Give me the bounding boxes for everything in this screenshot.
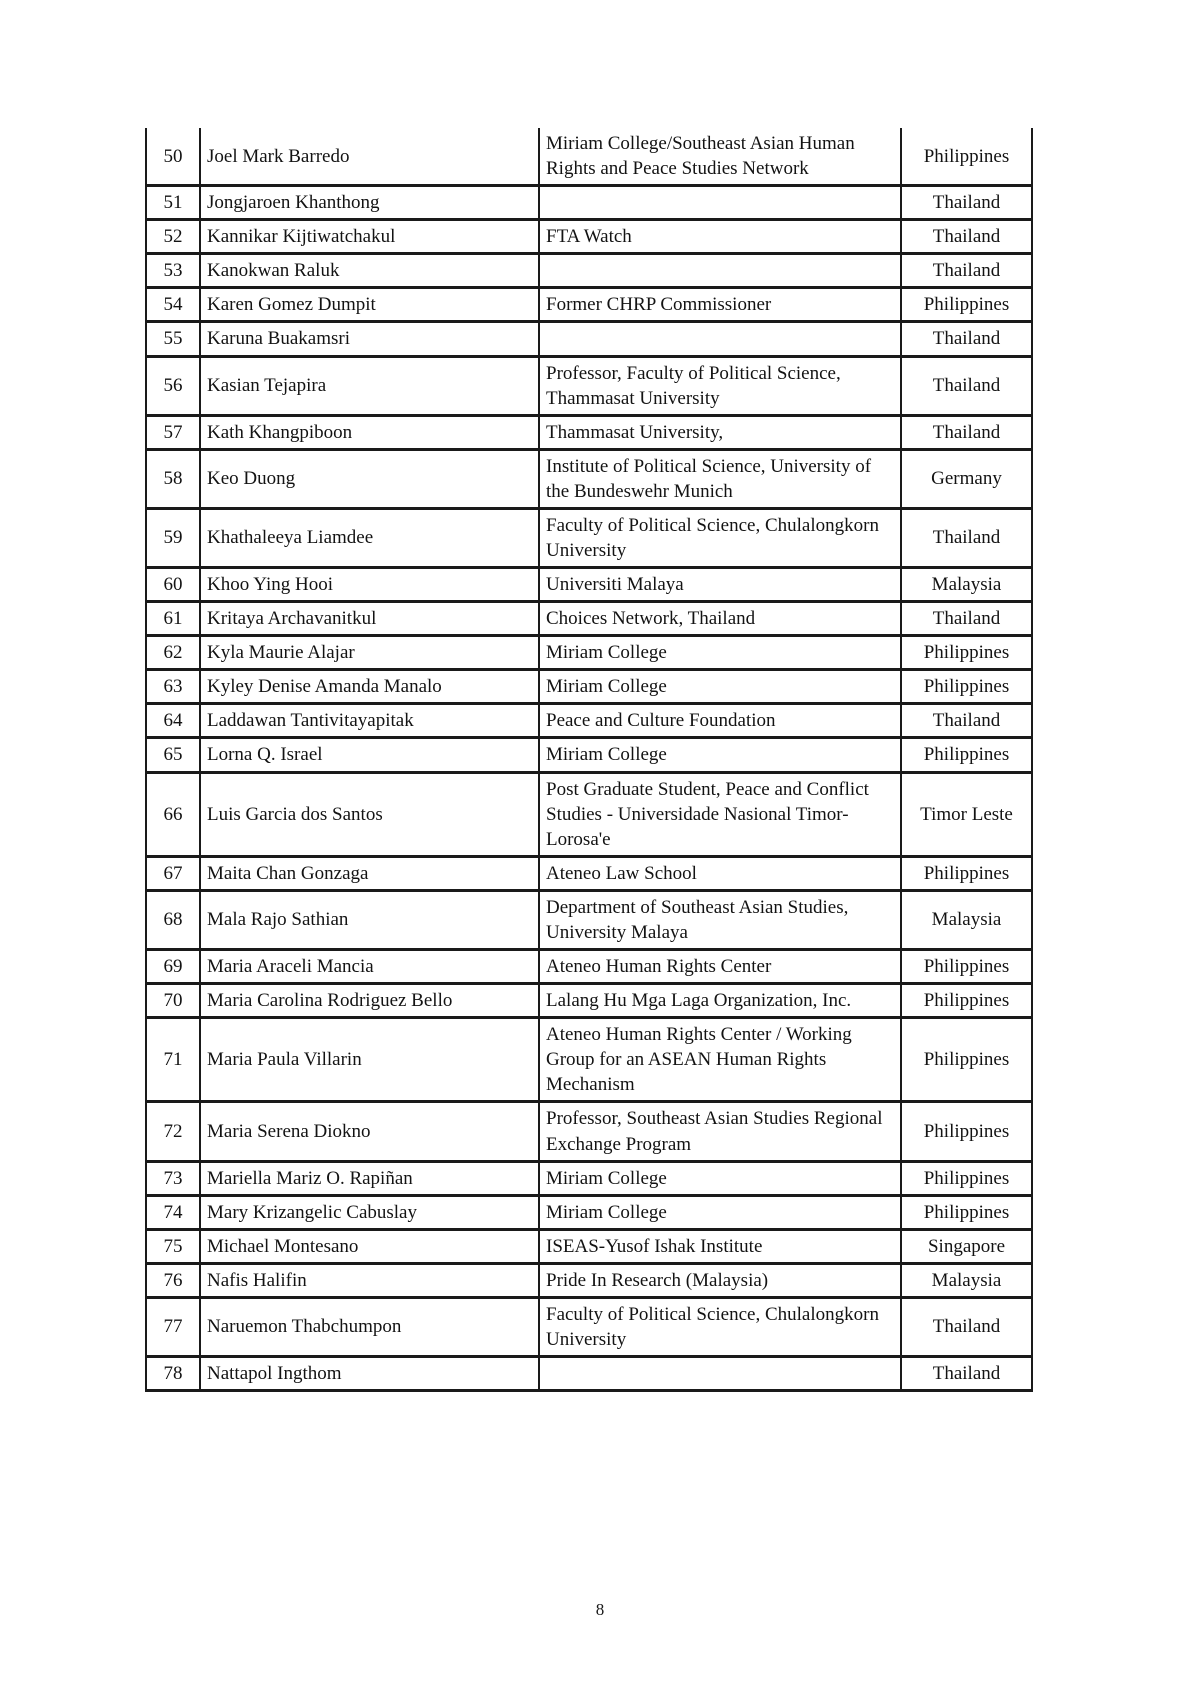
- no-cell: 52: [146, 220, 200, 254]
- table-row: [146, 670, 1032, 704]
- participants-table-body: [146, 128, 1032, 1391]
- table-row: [146, 1357, 1032, 1391]
- country-cell: Philippines: [901, 950, 1032, 984]
- no-cell: 78: [146, 1357, 200, 1391]
- country-cell: Philippines: [901, 1018, 1032, 1102]
- affiliation-cell: Thammasat University,: [539, 415, 901, 449]
- table-row: [146, 1018, 1032, 1102]
- affiliation-cell: Professor, Faculty of Political Science, Thammasat University: [539, 356, 901, 415]
- name-cell: Khoo Ying Hooi: [200, 568, 539, 602]
- affiliation-cell: [539, 186, 901, 220]
- table-row: [146, 356, 1032, 415]
- country-cell: Malaysia: [901, 1263, 1032, 1297]
- country-cell: Thailand: [901, 508, 1032, 567]
- table-row: [146, 704, 1032, 738]
- table-row: [146, 1195, 1032, 1229]
- name-cell: Kasian Tejapira: [200, 356, 539, 415]
- affiliation-cell: Professor, Southeast Asian Studies Regional Exchange Program: [539, 1102, 901, 1161]
- table-row: [146, 415, 1032, 449]
- table-row: [146, 322, 1032, 356]
- no-cell: 65: [146, 738, 200, 772]
- no-cell: 51: [146, 186, 200, 220]
- name-cell: Mala Rajo Sathian: [200, 890, 539, 949]
- affiliation-cell: Institute of Political Science, University of the Bundeswehr Munich: [539, 449, 901, 508]
- affiliation-cell: [539, 254, 901, 288]
- table-row: [146, 508, 1032, 567]
- country-cell: Timor Leste: [901, 772, 1032, 856]
- no-cell: 61: [146, 602, 200, 636]
- country-cell: Thailand: [901, 1297, 1032, 1356]
- affiliation-cell: Miriam College: [539, 1195, 901, 1229]
- name-cell: Kritaya Archavanitkul: [200, 602, 539, 636]
- affiliation-cell: Department of Southeast Asian Studies, University Malaya: [539, 890, 901, 949]
- name-cell: Kyley Denise Amanda Manalo: [200, 670, 539, 704]
- affiliation-cell: Miriam College: [539, 1161, 901, 1195]
- table-row: [146, 288, 1032, 322]
- name-cell: Karuna Buakamsri: [200, 322, 539, 356]
- country-cell: Philippines: [901, 128, 1032, 186]
- affiliation-cell: Faculty of Political Science, Chulalongkorn University: [539, 1297, 901, 1356]
- country-cell: Malaysia: [901, 890, 1032, 949]
- name-cell: Nafis Halifin: [200, 1263, 539, 1297]
- affiliation-cell: Miriam College: [539, 670, 901, 704]
- no-cell: 69: [146, 950, 200, 984]
- participants-table: [145, 128, 1033, 1392]
- no-cell: 74: [146, 1195, 200, 1229]
- name-cell: Maria Carolina Rodriguez Bello: [200, 984, 539, 1018]
- no-cell: 67: [146, 856, 200, 890]
- country-cell: Thailand: [901, 186, 1032, 220]
- table-row: [146, 772, 1032, 856]
- country-cell: Philippines: [901, 856, 1032, 890]
- name-cell: Mariella Mariz O. Rapiñan: [200, 1161, 539, 1195]
- affiliation-cell: Former CHRP Commissioner: [539, 288, 901, 322]
- no-cell: 57: [146, 415, 200, 449]
- name-cell: Maita Chan Gonzaga: [200, 856, 539, 890]
- table-row: [146, 220, 1032, 254]
- table-row: [146, 254, 1032, 288]
- country-cell: Philippines: [901, 636, 1032, 670]
- name-cell: Kyla Maurie Alajar: [200, 636, 539, 670]
- affiliation-cell: Miriam College/Southeast Asian Human Rights and Peace Studies Network: [539, 128, 901, 186]
- affiliation-cell: Post Graduate Student, Peace and Conflict Studies - Universidade Nasional Timor- Lorosa'e: [539, 772, 901, 856]
- no-cell: 71: [146, 1018, 200, 1102]
- country-cell: Thailand: [901, 704, 1032, 738]
- affiliation-cell: [539, 322, 901, 356]
- country-cell: Thailand: [901, 602, 1032, 636]
- country-cell: Philippines: [901, 738, 1032, 772]
- table-row: [146, 1102, 1032, 1161]
- page-number: 8: [595, 1600, 605, 1619]
- table-row: [146, 128, 1032, 186]
- affiliation-cell: Miriam College: [539, 738, 901, 772]
- name-cell: Khathaleeya Liamdee: [200, 508, 539, 567]
- name-cell: Kanokwan Raluk: [200, 254, 539, 288]
- country-cell: Singapore: [901, 1229, 1032, 1263]
- country-cell: Thailand: [901, 1357, 1032, 1391]
- country-cell: Philippines: [901, 1195, 1032, 1229]
- name-cell: Maria Serena Diokno: [200, 1102, 539, 1161]
- name-cell: Mary Krizangelic Cabuslay: [200, 1195, 539, 1229]
- table-row: [146, 856, 1032, 890]
- table-row: [146, 984, 1032, 1018]
- table-row: [146, 636, 1032, 670]
- no-cell: 73: [146, 1161, 200, 1195]
- table-row: [146, 449, 1032, 508]
- name-cell: Maria Araceli Mancia: [200, 950, 539, 984]
- no-cell: 75: [146, 1229, 200, 1263]
- affiliation-cell: Universiti Malaya: [539, 568, 901, 602]
- affiliation-cell: FTA Watch: [539, 220, 901, 254]
- no-cell: 66: [146, 772, 200, 856]
- no-cell: 62: [146, 636, 200, 670]
- name-cell: Kath Khangpiboon: [200, 415, 539, 449]
- country-cell: Philippines: [901, 1102, 1032, 1161]
- country-cell: Germany: [901, 449, 1032, 508]
- no-cell: 76: [146, 1263, 200, 1297]
- affiliation-cell: Ateneo Human Rights Center: [539, 950, 901, 984]
- no-cell: 55: [146, 322, 200, 356]
- name-cell: Maria Paula Villarin: [200, 1018, 539, 1102]
- table-row: [146, 186, 1032, 220]
- table-row: [146, 602, 1032, 636]
- affiliation-cell: Peace and Culture Foundation: [539, 704, 901, 738]
- name-cell: Karen Gomez Dumpit: [200, 288, 539, 322]
- table-row: [146, 738, 1032, 772]
- name-cell: Naruemon Thabchumpon: [200, 1297, 539, 1356]
- country-cell: Philippines: [901, 670, 1032, 704]
- country-cell: Thailand: [901, 415, 1032, 449]
- affiliation-cell: Miriam College: [539, 636, 901, 670]
- no-cell: 54: [146, 288, 200, 322]
- country-cell: Philippines: [901, 1161, 1032, 1195]
- country-cell: Thailand: [901, 254, 1032, 288]
- name-cell: Michael Montesano: [200, 1229, 539, 1263]
- name-cell: Keo Duong: [200, 449, 539, 508]
- table-row: [146, 890, 1032, 949]
- name-cell: Jongjaroen Khanthong: [200, 186, 539, 220]
- no-cell: 77: [146, 1297, 200, 1356]
- table-row: [146, 1263, 1032, 1297]
- name-cell: Joel Mark Barredo: [200, 128, 539, 186]
- affiliation-cell: Choices Network, Thailand: [539, 602, 901, 636]
- name-cell: Nattapol Ingthom: [200, 1357, 539, 1391]
- no-cell: 56: [146, 356, 200, 415]
- country-cell: Philippines: [901, 984, 1032, 1018]
- affiliation-cell: Ateneo Law School: [539, 856, 901, 890]
- table-row: [146, 1297, 1032, 1356]
- table-row: [146, 1229, 1032, 1263]
- no-cell: 60: [146, 568, 200, 602]
- country-cell: Thailand: [901, 356, 1032, 415]
- name-cell: Laddawan Tantivitayapitak: [200, 704, 539, 738]
- no-cell: 68: [146, 890, 200, 949]
- country-cell: Thailand: [901, 220, 1032, 254]
- name-cell: Lorna Q. Israel: [200, 738, 539, 772]
- table-row: [146, 950, 1032, 984]
- no-cell: 50: [146, 128, 200, 186]
- country-cell: Malaysia: [901, 568, 1032, 602]
- no-cell: 64: [146, 704, 200, 738]
- affiliation-cell: ISEAS-Yusof Ishak Institute: [539, 1229, 901, 1263]
- affiliation-cell: Faculty of Political Science, Chulalongkorn University: [539, 508, 901, 567]
- name-cell: Luis Garcia dos Santos: [200, 772, 539, 856]
- country-cell: Philippines: [901, 288, 1032, 322]
- no-cell: 72: [146, 1102, 200, 1161]
- table-row: [146, 568, 1032, 602]
- name-cell: Kannikar Kijtiwatchakul: [200, 220, 539, 254]
- no-cell: 53: [146, 254, 200, 288]
- affiliation-cell: Pride In Research (Malaysia): [539, 1263, 901, 1297]
- affiliation-cell: [539, 1357, 901, 1391]
- country-cell: Thailand: [901, 322, 1032, 356]
- affiliation-cell: Lalang Hu Mga Laga Organization, Inc.: [539, 984, 901, 1018]
- affiliation-cell: Ateneo Human Rights Center / Working Group for an ASEAN Human Rights Mechanism: [539, 1018, 901, 1102]
- no-cell: 59: [146, 508, 200, 567]
- no-cell: 63: [146, 670, 200, 704]
- no-cell: 58: [146, 449, 200, 508]
- table-row: [146, 1161, 1032, 1195]
- no-cell: 70: [146, 984, 200, 1018]
